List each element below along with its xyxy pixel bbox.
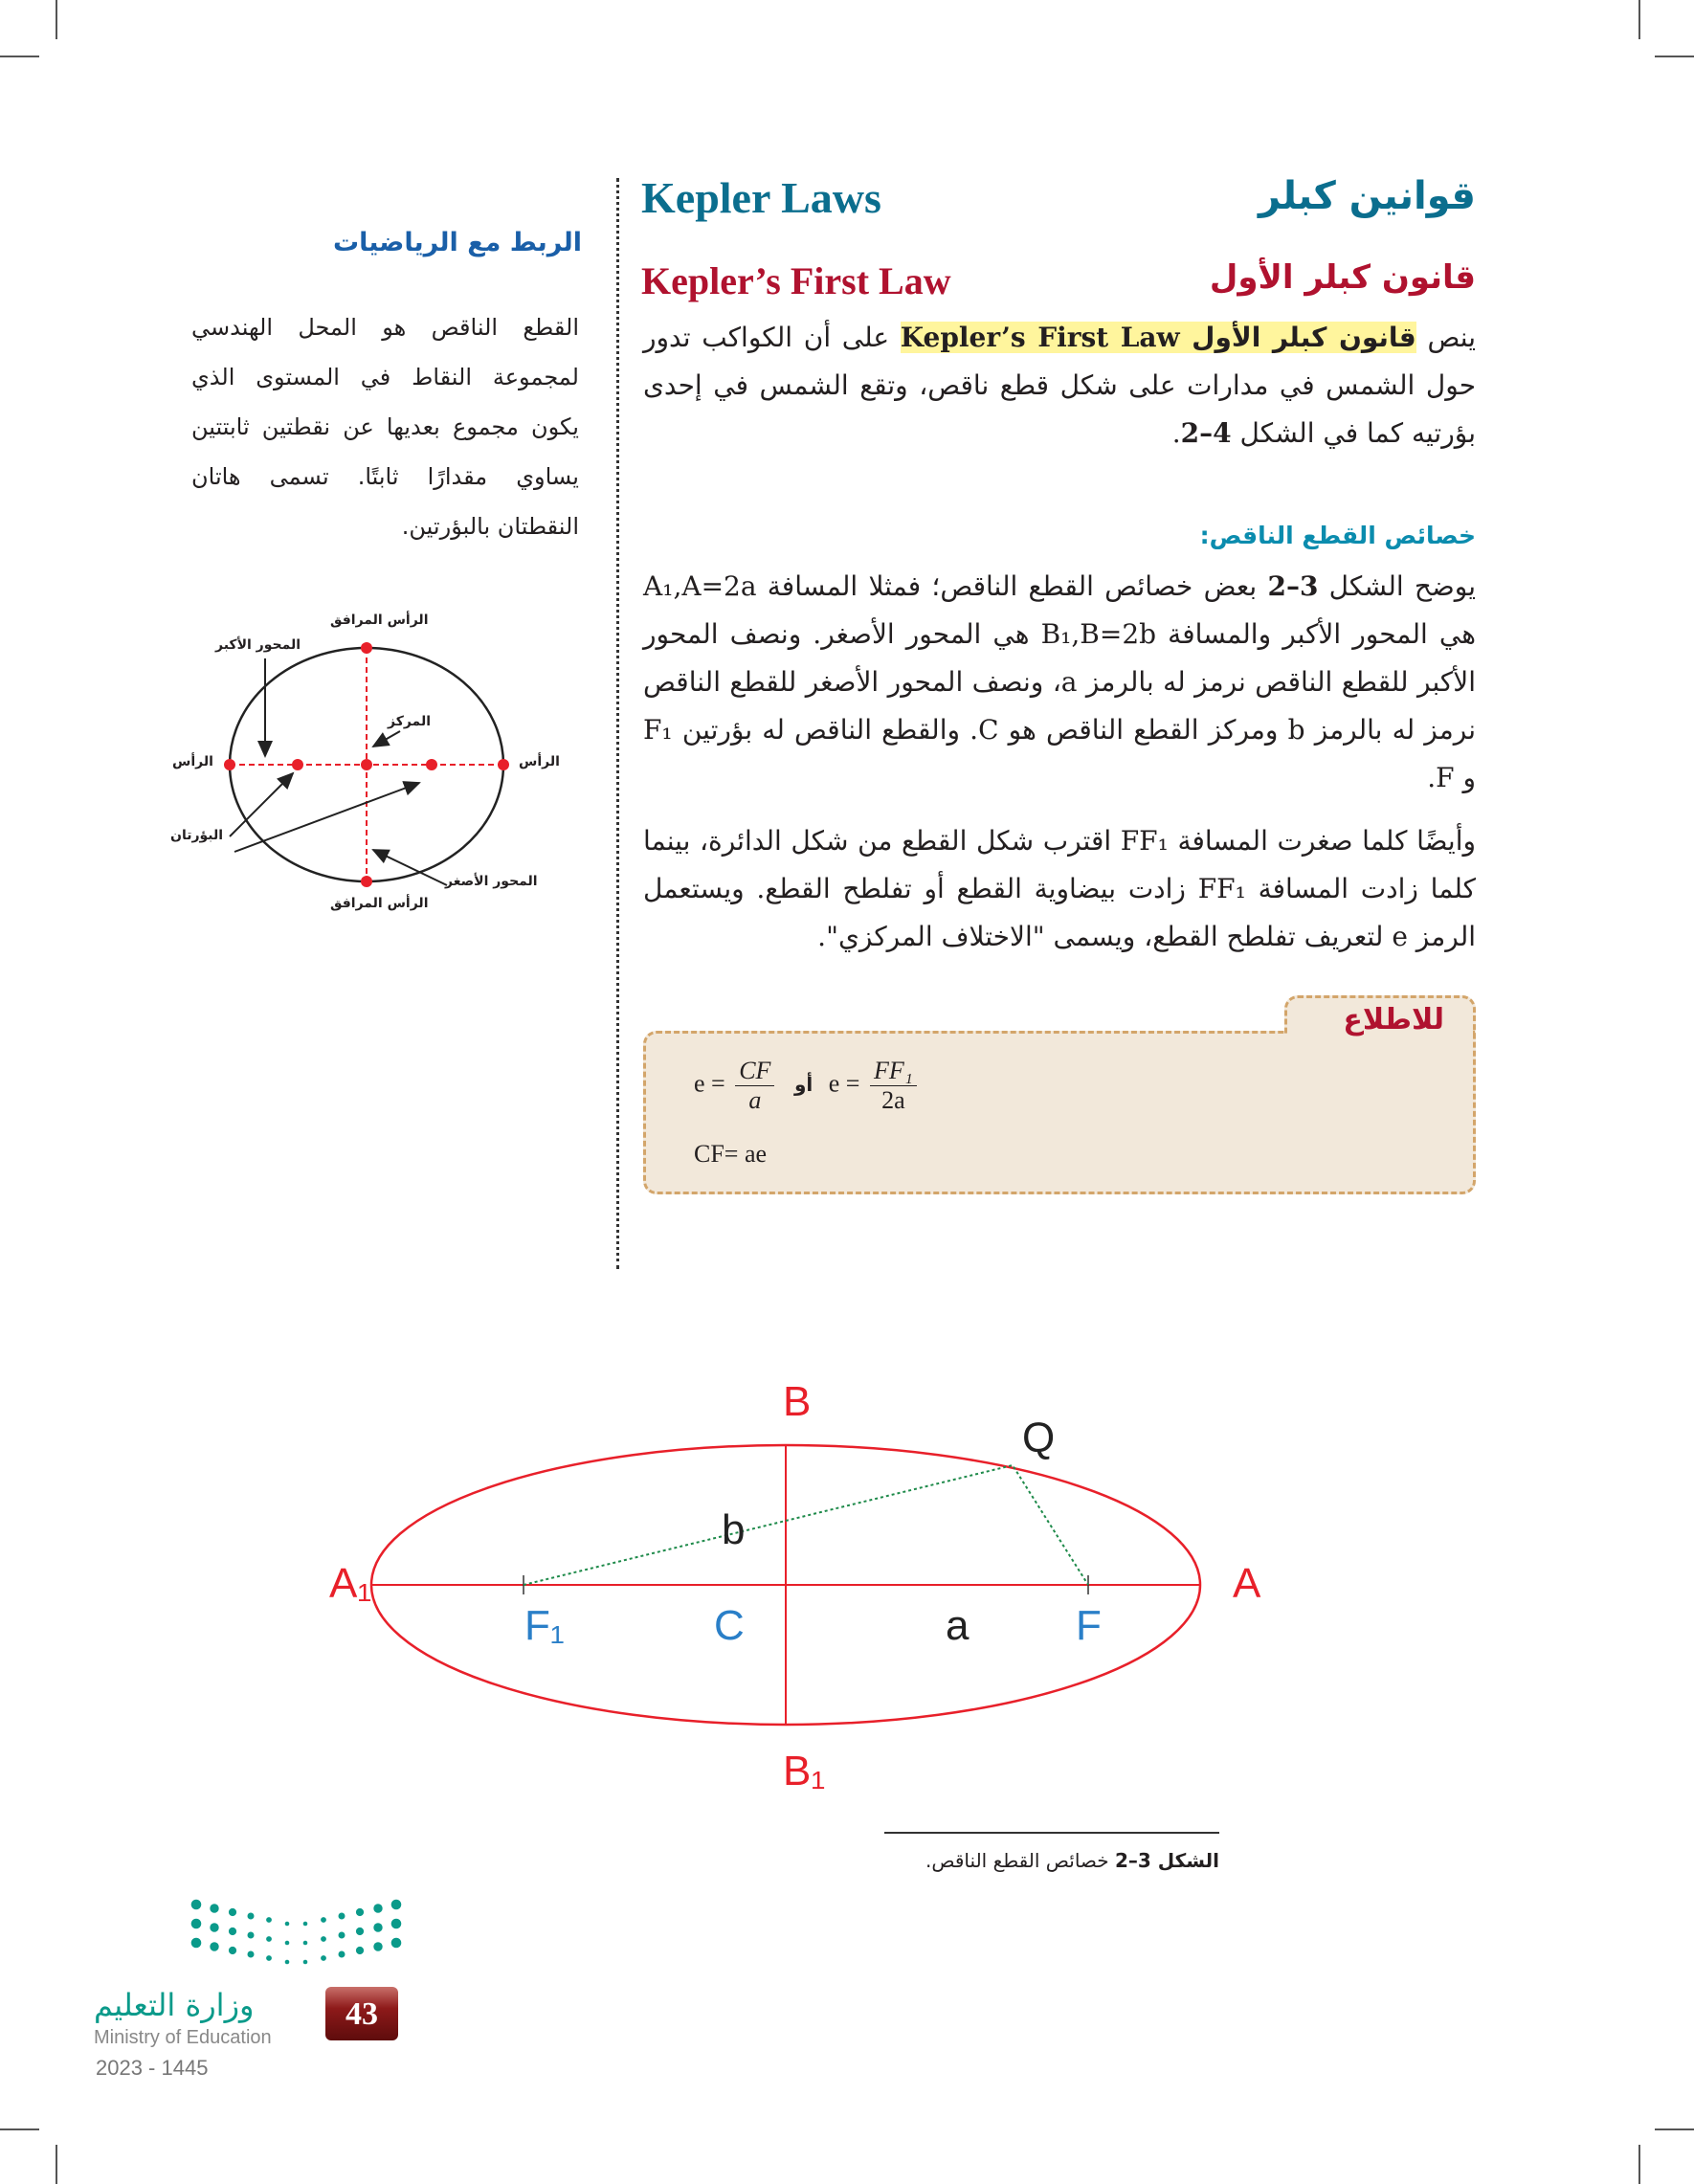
sidebar-text: القطع الناقص هو المحل الهندسي لمجموعة النقاط في المستوى الذي يكون مجموع بعديها عن نقطتين ثابتتين يساوي مقدارًا ثابتًا. تسمى هاتان النقطتان بالبؤرتين.	[191, 314, 579, 540]
logo-dot	[321, 1936, 326, 1942]
semi-major-a-label: a	[946, 1602, 970, 1649]
ministry-name-ar: وزارة التعليم	[94, 1987, 255, 2023]
covertex-label: الرأس المرافق	[330, 896, 429, 911]
formula-lhs: e =	[828, 1069, 860, 1098]
logo-dot	[210, 1904, 218, 1912]
crop-mark	[0, 2128, 39, 2130]
logo-dot	[229, 1908, 236, 1916]
logo-dot	[266, 1955, 272, 1961]
vertex-label: الرأس	[519, 754, 560, 769]
intro-text: ينص	[1415, 322, 1476, 353]
info-box-label: للاطلاع	[1343, 1003, 1444, 1036]
crop-mark	[1638, 0, 1640, 39]
or-text: أو	[793, 1073, 814, 1097]
covertex-label: الرأس المرافق	[330, 613, 429, 628]
logo-dot	[229, 1947, 236, 1954]
logo-dot	[321, 1917, 326, 1923]
subtitle-ar: قانون كبلر الأول	[1209, 258, 1476, 297]
caption-rule	[884, 1832, 1219, 1834]
logo-dot	[191, 1919, 202, 1929]
vertex-label: الرأس	[172, 754, 213, 769]
logo-dot	[321, 1955, 326, 1961]
logo-dot	[191, 1938, 202, 1949]
main-column	[643, 314, 1476, 1194]
logo-dot	[210, 1942, 218, 1950]
caption-text: خصائص القطع الناقص.	[925, 1849, 1115, 1872]
logo-dot	[303, 1960, 308, 1965]
info-box-body	[643, 1031, 1476, 1194]
crop-mark	[1638, 2145, 1640, 2184]
logo-dot	[248, 1951, 255, 1958]
fraction	[870, 1057, 917, 1115]
point-q-label: Q	[1022, 1415, 1056, 1461]
subtitle-en: Kepler’s First Law	[641, 259, 951, 302]
focus-f-label: F	[1076, 1602, 1102, 1649]
numerator: FF₁	[870, 1057, 917, 1086]
logo-dot	[339, 1932, 345, 1939]
properties-paragraph	[643, 563, 1476, 802]
point-a-label: A	[1233, 1560, 1261, 1607]
crop-mark	[1655, 56, 1694, 57]
logo-dot	[373, 1942, 382, 1950]
caption-ref: الشكل 3–2	[1114, 1849, 1219, 1872]
page-number: 43	[345, 1996, 378, 2032]
logo-dot	[285, 1922, 290, 1927]
section-heading: خصائص القطع الناقص:	[1199, 522, 1476, 549]
logo-dot	[373, 1923, 382, 1931]
crop-mark	[56, 0, 57, 39]
info-box-tab	[1284, 995, 1476, 1034]
logo-dot	[266, 1936, 272, 1942]
eccentricity-paragraph: وأيضًا كلما صغرت المسافة FF₁ اقترب شكل القطع من شكل الدائرة، بينما كلما زادت المسافة FF₁ زادت بيضاوية القطع أو تفلطح القطع. ويستعمل الرمز e لتعريف تفلطح القطع، ويسمى "الاختلاف المركزي".	[643, 825, 1476, 952]
logo-dot	[339, 1951, 345, 1958]
logo-dot	[303, 1941, 308, 1946]
page-number-badge	[325, 1987, 398, 2040]
logo-dot	[266, 1917, 272, 1923]
logo-dot	[339, 1913, 345, 1920]
focus-f1-label: F₁	[524, 1602, 565, 1649]
logo-dot	[210, 1923, 218, 1931]
logo-dot	[356, 1928, 364, 1935]
info-box	[643, 995, 1476, 1194]
point-b1-label: B₁	[783, 1748, 826, 1794]
ministry-logo-icon	[187, 1895, 407, 1972]
logo-dot	[391, 1919, 402, 1929]
denominator: 2a	[881, 1086, 905, 1114]
paragraph-text: بعض خصائص القطع الناقص؛ فمثلا المسافة A₁,A=2a هي المحور الأكبر والمسافة B₁,B=2b هي المحور الأصغر. ونصف المحور الأكبر للقطع الناقص نرمز له بالرمز a، ونصف المحور الأصغر للقطع الناقص نرمز له بالرمز b ومركز القطع الناقص هو C. والقطع الناقص له بؤرتين F₁ و F.	[643, 570, 1477, 793]
logo-dot	[373, 1904, 382, 1912]
paragraph-text: يوضح الشكل	[1318, 570, 1476, 602]
intro-paragraph	[643, 314, 1476, 457]
minor-axis-label: المحور الأصغر	[445, 874, 538, 889]
highlighted-term: قانون كبلر الأول Kepler’s First Law	[900, 322, 1416, 353]
point-a1-label: A₁	[329, 1560, 372, 1607]
logo-dot	[356, 1947, 364, 1954]
title-ar: قوانين كبلر	[1258, 174, 1476, 218]
logo-dot	[356, 1908, 364, 1916]
cf-formula: CF= ae	[694, 1140, 768, 1168]
logo-dot	[191, 1900, 202, 1910]
figure-caption	[925, 1849, 1219, 1872]
logo-dot	[391, 1938, 402, 1949]
center-label: المركز	[388, 714, 432, 729]
eccentricity-formulas	[694, 1057, 1425, 1115]
sidebar-title: الربط مع الرياضيات	[332, 228, 582, 257]
year: 2023 - 1445	[96, 2056, 209, 2080]
logo-dot	[285, 1941, 290, 1946]
semi-minor-b-label: b	[722, 1506, 746, 1553]
crop-mark	[1655, 2128, 1694, 2130]
title-en: Kepler Laws	[641, 173, 881, 222]
logo-dot	[248, 1913, 255, 1920]
figure-reference: 3–2	[1267, 570, 1319, 602]
column-divider	[616, 178, 619, 1269]
formula-lhs: e =	[694, 1069, 725, 1098]
ministry-name-en: Ministry of Education	[94, 2027, 272, 2048]
figure-reference: 4–2	[1180, 417, 1232, 449]
center-c-label: C	[714, 1602, 745, 1649]
logo-dot	[285, 1960, 290, 1965]
crop-mark	[56, 2145, 57, 2184]
intro-text: .	[1171, 417, 1181, 449]
major-axis-label: المحور الأكبر	[215, 637, 301, 653]
numerator: CF	[735, 1057, 774, 1086]
logo-dot	[248, 1932, 255, 1939]
point-b-label: B	[783, 1378, 812, 1425]
foci-label: البؤرتان	[170, 828, 224, 843]
denominator: a	[748, 1086, 762, 1114]
fraction	[735, 1057, 774, 1115]
crop-mark	[0, 56, 39, 57]
logo-dot	[303, 1922, 308, 1927]
logo-dot	[391, 1900, 402, 1910]
intro-text: على أن الكواكب تدور حول الشمس في مدارات على شكل قطع ناقص، وتقع الشمس في إحدى بؤرتيه كما في الشكل	[643, 322, 1476, 449]
logo-dot	[229, 1928, 236, 1935]
